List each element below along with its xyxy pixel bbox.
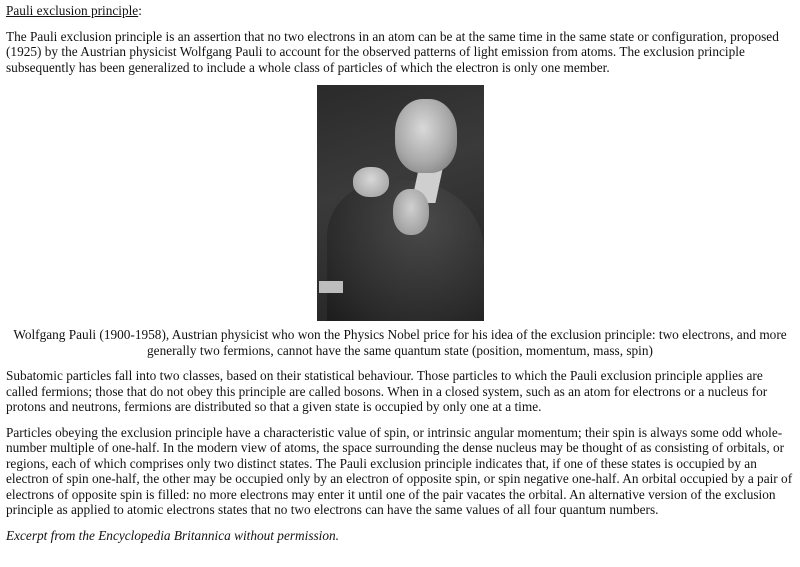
intro-paragraph: The Pauli exclusion principle is an assertion that no two electrons in an atom can be at the same time in the same state or configuration, proposed (1925) by the Austrian physicist Wolfgang Pauli to account for the observed patterns of light emission from atoms. The exclusion principle subsequently has been generalized to include a whole class of particles of which the electron is only one member. <box>6 28 779 75</box>
heading-suffix: : <box>138 3 142 18</box>
photo-hand-shape <box>393 189 429 235</box>
classes-paragraph: Subatomic particles fall into two classes, based on their statistical behaviour. Those particles to which the Pauli exclusion principle applies are called fermions; those that do not obey this principle are called bosons. When in a closed system, such as an atom for electrons or a nucleus for protons and neutrons, fermions are distributed so that a given state is occupied by only one at a time. <box>6 368 768 414</box>
figure-caption: Wolfgang Pauli (1900-1958), Austrian physicist who won the Physics Nobel price for his idea of the exclusion principle: two electrons, and more generally two fermions, cannot have the same quantum state (position, momentum, mass, spin) <box>13 327 787 358</box>
source-credit: Excerpt from the Encyclopedia Britannica without permission. <box>6 527 339 543</box>
photo-matchbox-shape <box>319 281 343 293</box>
spin-paragraph: Particles obeying the exclusion principle have a characteristic value of spin, or intrinsic angular momentum; their spin is always some odd whole-number multiple of one-half. In the modern view of atoms, the space surrounding the dense nucleus may be thought of as consisting of orbitals, or regions, each of which comprises only two distinct states. The Pauli exclusion principle indicates that, if one of these states is occupied by an electron of spin one-half, the other may be occupied only by an electron of opposite spin, or spin negative one-half. An orbital occupied by a pair of electrons of opposite spin is filled: no more electrons may enter it until one of the pair vacates the orbital. An alternative version of the exclusion principle as applied to atomic electrons states that no two electrons can have the same values of all four quantum numbers. <box>6 424 793 517</box>
page-heading <box>6 3 794 19</box>
pauli-photo <box>317 85 484 321</box>
photo-hand-shape <box>353 167 389 197</box>
heading-link[interactable]: Pauli exclusion principle <box>6 3 139 18</box>
figure <box>6 85 794 358</box>
photo-head-shape <box>395 99 457 173</box>
